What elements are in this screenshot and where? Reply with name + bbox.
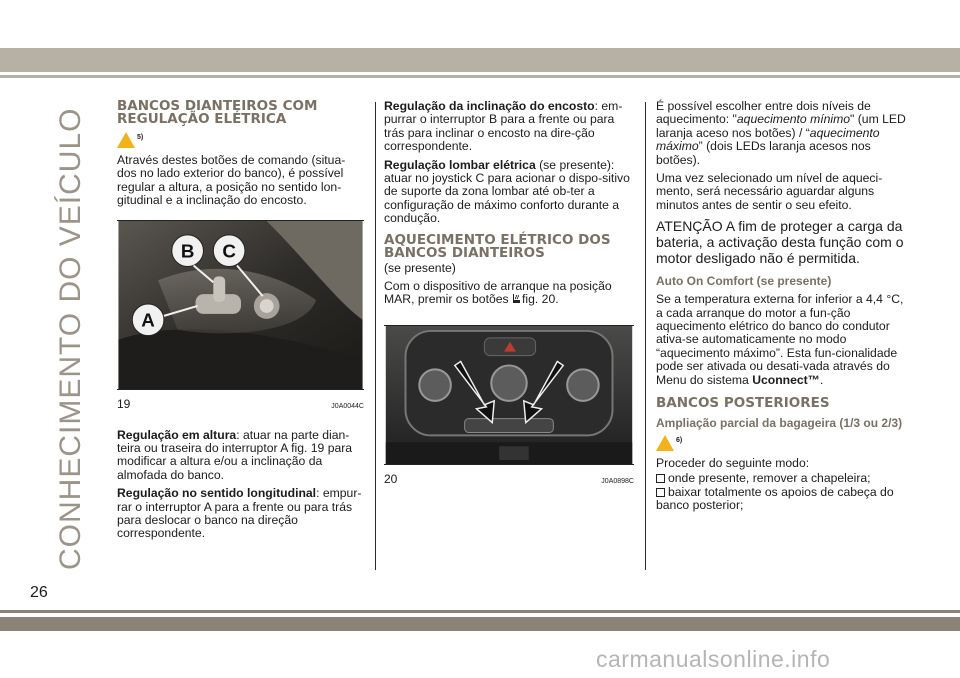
figure-caption <box>117 397 364 411</box>
label-b: B <box>180 240 195 262</box>
seat-controls-photo <box>117 220 364 390</box>
header-rule <box>0 75 960 78</box>
checkbox-bullet-icon <box>656 488 665 497</box>
text-levels-b: " (um LED laranja aceso nos botões) / “ <box>656 112 906 140</box>
text-auto-on-end: . <box>819 372 824 387</box>
term-uconnect: Uconnect™ <box>752 372 820 387</box>
footer-rule <box>0 610 960 613</box>
paragraph-backrest <box>384 100 634 154</box>
term-backrest: Regulação da inclinação do encosto <box>384 99 595 113</box>
header-band <box>0 0 960 48</box>
paragraph-longitudinal-adjustment <box>117 487 364 541</box>
warning-triangle-icon <box>656 435 674 451</box>
warning-note-rear <box>656 435 906 451</box>
paragraph-attention: ATENÇÃO A fim de proteger a carga da bateria, a activação desta função com o motor desligado não é permitida. <box>656 218 904 267</box>
list-item-1-text: onde presente, remover a chapeleira; <box>668 470 871 485</box>
figure-code: J0A0044C <box>331 402 364 410</box>
text-levels-a: É possível escolher entre dois níveis de aquecimento: " <box>656 99 871 127</box>
column-divider-1 <box>375 102 376 570</box>
column-3 <box>656 100 906 518</box>
text-lumbar: (se presente): atuar no joystick C para acionar o dispo-sitivo de suporte da zona lombar até ob-ter a configuração de máximo conforto durante a condução. <box>384 157 630 226</box>
dashboard-heated-seat-buttons-photo <box>384 325 634 465</box>
list-item-2 <box>656 486 906 513</box>
list-item-2-text: baixar totalmente os apoios de cabeça do banco posterior; <box>656 484 894 513</box>
label-c: C <box>222 240 236 262</box>
term-lumbar: Regulação lombar elétrica <box>384 157 536 172</box>
list-item-1 <box>656 472 906 485</box>
paragraph-if-present: (se presente) <box>384 260 456 275</box>
subheading-auto-on-comfort: Auto On Comfort (se presente) <box>656 274 832 289</box>
warning-ref-rear: 6) <box>676 437 683 445</box>
heated-seat-icon <box>512 293 522 304</box>
subheading-cargo-extension: Ampliação parcial da bagageira (1/3 ou 2/3) <box>656 416 903 431</box>
figure-code-20: J0A0898C <box>601 477 634 485</box>
section-heading-heated-seats: AQUECIMENTO ELÉTRICO DOS BANCOS DIANTEIROS <box>384 231 611 261</box>
text-figure-ref: fig. 20. <box>522 292 559 307</box>
text-backrest: : em-purrar o interruptor B para a frente ou para trás para inclinar o encosto na dire-ção correspondente. <box>384 99 623 154</box>
column-divider-2 <box>645 102 646 570</box>
paragraph-lumbar <box>384 159 634 226</box>
paragraph-heating-levels <box>656 100 906 167</box>
intro-paragraph: Através destes botões de comando (situa-dos no lado exterior do banco), é possível regular a altura, a posição no sentido lon-gitudinal e a inclinação do encosto. <box>117 153 346 208</box>
term-longitudinal: Regulação no sentido longitudinal <box>117 486 317 501</box>
text-max-heating: aquecimento máximo <box>656 125 880 154</box>
figure-number: 19 <box>117 396 131 411</box>
page-number: 26 <box>30 584 48 601</box>
warning-ref: 5) <box>137 134 144 141</box>
column-2 <box>384 100 634 486</box>
figure-19 <box>117 220 364 411</box>
paragraph-height-adjustment <box>117 429 364 483</box>
text-height: : atuar na parte dian-teira ou traseira do interruptor A fig. 19 para modificar a altura e/ou a inclinação da almofada do banco. <box>117 427 353 482</box>
paragraph-auto-on <box>656 293 906 387</box>
text-levels-c: ” (dois LEDs laranja acesos nos botões). <box>656 139 871 167</box>
section-heading-front-seats: BANCOS DIANTEIROS COM REGULAÇÃO ELÉTRICA <box>117 98 318 127</box>
text-min-heating: aquecimento mínimo <box>736 112 851 127</box>
column-1 <box>117 100 364 546</box>
header-bar <box>0 48 960 72</box>
label-a: A <box>141 309 155 331</box>
checkbox-bullet-icon <box>656 474 665 483</box>
text-press-buttons: Com o dispositivo de arranque na posição MAR, premir os botões <box>384 279 612 307</box>
text-longitudinal: : empur-rar o interruptor A para a frente ou para trás para deslocar o banco na direção correspondente. <box>117 486 362 541</box>
figure-number-20: 20 <box>384 471 398 486</box>
paragraph-press-buttons <box>384 280 634 307</box>
figure-20 <box>384 325 634 486</box>
footer-bar <box>0 617 960 631</box>
side-chapter-title-text: CONHECIMENTO DO VEÍCULO <box>54 107 87 570</box>
term-height: Regulação em altura <box>117 427 237 442</box>
figure-caption-20 <box>384 472 634 486</box>
warning-note <box>117 132 364 148</box>
text-auto-on: Se a temperatura externa for inferior a 4,4 °C, a cada arranque do motor a fun-ção aquecimento elétrico do banco do condutor ativa-se automaticamente no modo “aquecimento máximo”. Esta fun-cionalidade pode ser ativada ou desati-vada através do Menu do sistema <box>656 292 904 387</box>
watermark: carmanualsonline.info <box>596 646 831 672</box>
side-chapter-title <box>14 100 87 570</box>
paragraph-wait: Uma vez selecionado um nível de aqueci-mento, será necessário aguardar alguns minutos antes de sentir o seu efeito. <box>656 171 883 212</box>
warning-triangle-icon <box>117 132 135 148</box>
paragraph-procedure: Proceder do seguinte modo: <box>656 456 810 471</box>
section-heading-rear-seats: BANCOS POSTERIORES <box>656 395 830 412</box>
